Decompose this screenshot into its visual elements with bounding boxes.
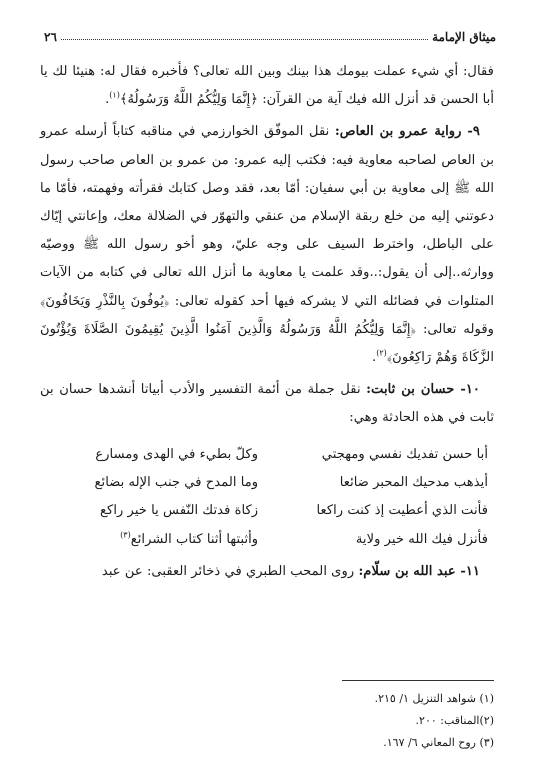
page-header: [44, 22, 496, 44]
verse-second-hemistich: وكلّ بطيء في الهدى ومسارع: [95, 446, 259, 462]
verse-first-hemistich: أيذهب مدحيك المحبر ضائعا: [339, 475, 488, 491]
verse-line: [46, 526, 488, 554]
header-dot-leader: [61, 39, 428, 40]
footnotes: [40, 688, 494, 754]
section-10-heading: ١٠- حسان بن ثابت:: [366, 382, 480, 398]
section-11: [40, 558, 494, 586]
verse-second-hemistich: وما المدح في جنب الإله بضائع: [94, 475, 259, 491]
verse-second-hemistich: زكاة فدتك النّفس يا خير راكع: [100, 503, 259, 519]
footnote-ref-1: (١): [109, 90, 120, 100]
verse-second-hemistich-with-note: [46, 526, 258, 554]
footnote-separator: [342, 680, 494, 681]
section-11-heading: ١١- عبد الله بن سلّام:: [358, 564, 480, 580]
verse-first-hemistich: فأنت الذي أعطيت إذ كنت راكعا: [316, 503, 488, 519]
page-body: [40, 58, 494, 586]
section-9: ٩- رواية عمرو بن العاص: نقل الموفّق الخوارزمي في مناقبه كتاباً أرسله عمرو بن العاص لصاحبه معاوية فيه: فكتب إليه عمرو: من عمرو بن العاص صاحب رسول الله ﷺ إلى معاوية بن أبي سفيان: أمّا بعد، فقد وصل كتابك فقرأته وفهمته، فأمّا ما دعوتني إليه من خلع ربقة الإسلام من عنقي والتهوّر في الضلالة معك، وإعانتي إيّاك على الباطل، واخترط السيف على وجه عليّ، وهو أخو رسول الله ﷺ ووصيّه ووارثه..إلى أن يقول:..وقد علمت يا معاوية ما أنزل الله تعالى في كتابه من الآيات المتلوات في فضائله التي لا يشركه فيها أحد كقوله تعالى: ﴿يُوفُونَ بِالنَّذْرِ وَيَخَافُونَ﴾ وقوله تعالى: ﴿إِنَّمَا وَلِيُّكُمُ اللَّهُ وَرَسُولُهُ وَالَّذِينَ آمَنُوا الَّذِينَ يُقِيمُونَ الصَّلَاةَ وَيُؤْتُونَ الزَّكَاةَ وَهُمْ رَاكِعُونَ﴾$^{(٢)}$.: [40, 124, 494, 366]
verse-line: [46, 469, 488, 497]
footnote-1: (١) شواهد التنزيل ١/ ٢١٥.: [374, 692, 494, 705]
verse-line: [46, 497, 488, 525]
section-11-text: روى المحب الطبري في ذخائر العقبى: عن عبد: [101, 564, 359, 580]
page-number: ٢٦: [44, 30, 57, 44]
section-9-text: نقل الموفّق الخوارزمي في مناقبه كتاباً أرسله عمرو بن العاص لصاحبه معاوية فيه: فكتب إليه عمرو: من عمرو بن العاص صاحب رسول الله ﷺ إلى معاوية بن أبي سفيان: أمّا بعد، فقد وصل كتابك فقرأته وفهمته، فأمّا ما دعوتني إليه من خلع ربقة الإسلام من عنقي والتهوّر في الضلالة معك، وإعانتي إيّاك على الباطل، واخترط السيف على وجه عليّ، وهو أخو رسول الله ﷺ ووصيّه ووارثه..إلى أن يقول:..وقد علمت يا معاوية ما أنزل الله تعالى في كتابه من الآيات المتلوات في فضائله التي لا يشركه فيها أحد كقوله تعالى: ﴿يُوفُونَ بِالنَّذْرِ وَيَخَافُونَ﴾ وقوله تعالى: ﴿إِنَّمَا وَلِيُّكُمُ اللَّهُ وَرَسُولُهُ وَالَّذِينَ آمَنُوا الَّذِينَ يُقِيمُونَ الصَّلَاةَ وَيُؤْتُونَ الزَّكَاةَ وَهُمْ رَاكِعُونَ﴾: [40, 124, 494, 366]
verse-second-hemistich: وأثبتها أثنا كتاب الشرائع: [130, 531, 259, 547]
footnote-2: (٢)المناقب: ٢٠٠.: [415, 714, 494, 727]
running-title: ميثاق الإمامة: [432, 30, 496, 44]
paragraph-1-text: فقال: أي شيء عملت بيومك هذا بينك وبين الله تعالى؟ فأخبره فقال له: هنيئا لك يا أبا الحسن قد أنزل الله فيك آية من القرآن: ﴿إِنَّمَا وَلِيُّكُمُ اللَّهُ وَرَسُولُهُ﴾: [40, 64, 494, 108]
verse-first-hemistich: فأنزل فيك الله خير ولاية: [355, 531, 488, 547]
footnote-3: (٣) روح المعاني ٦/ ١٦٧.: [383, 736, 494, 749]
section-10-text: نقل جملة من أئمة التفسير والأدب أبياتا أنشدها حسان بن ثابت في هذه الحادثة وهي:: [40, 382, 494, 426]
footnote-ref-3: (٣): [120, 530, 131, 540]
section-10: [40, 376, 494, 432]
verse-first-hemistich: أبا حسن تفديك نفسي ومهجتي: [321, 446, 488, 462]
section-9-heading: ٩- رواية عمرو بن العاص:: [334, 124, 480, 140]
verse-line: [46, 441, 488, 469]
footnote-ref-2: (٢): [376, 348, 387, 358]
paragraph-1: فقال: أي شيء عملت بيومك هذا بينك وبين الله تعالى؟ فأخبره فقال له: هنيئا لك يا أبا الحسن قد أنزل الله فيك آية من القرآن: ﴿إِنَّمَا وَلِيُّكُمُ اللَّهُ وَرَسُولُهُ﴾$^{(١)}$.: [40, 64, 494, 108]
poem-verses: [46, 441, 488, 555]
